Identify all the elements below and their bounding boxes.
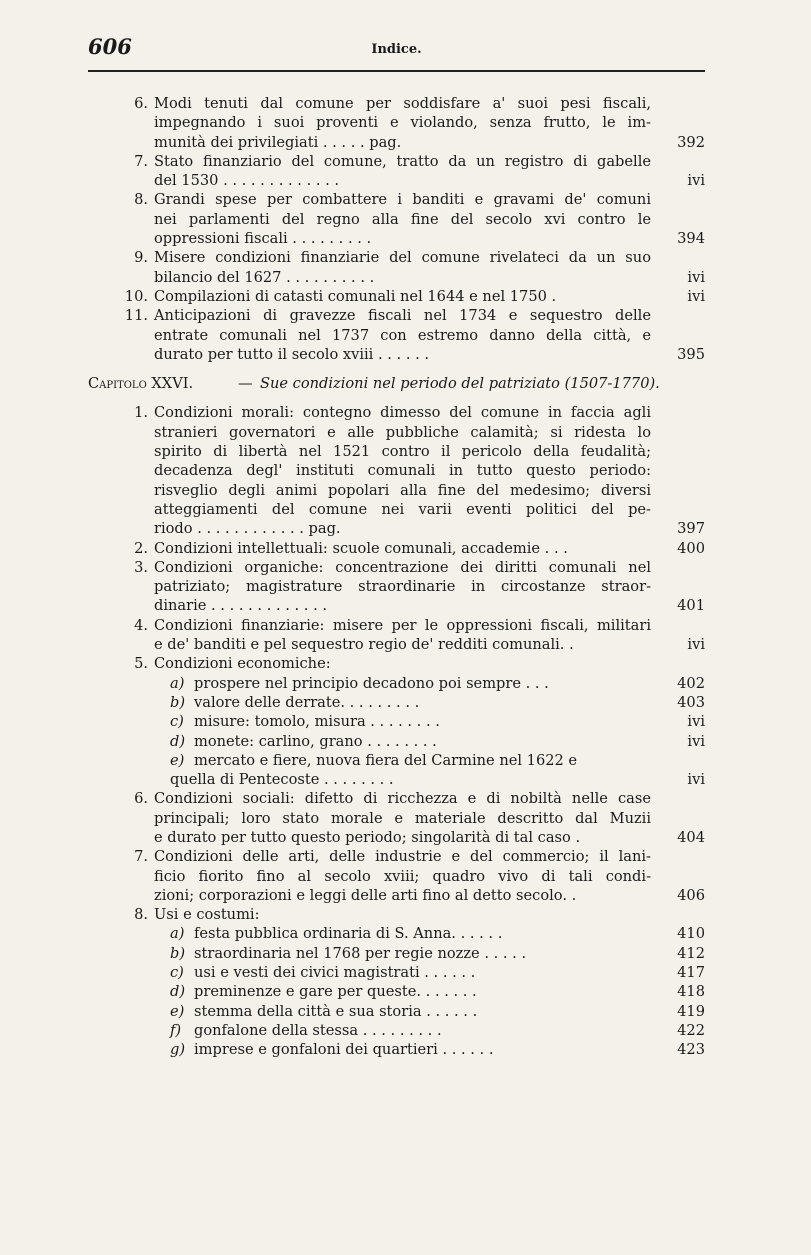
page-ref: 422: [677, 1021, 705, 1039]
entry-line: [88, 558, 705, 577]
page-ref: 403: [677, 693, 705, 711]
sub-entry-line: [88, 982, 705, 1001]
page-ref: ivi: [687, 172, 705, 190]
sub-entry-text: stemma della città e sua storia . . . . . .: [194, 1002, 478, 1020]
sub-letter: e): [170, 751, 185, 769]
chapter-subtitle: Sue condizioni nel periodo del patriziato (1507-1770).: [260, 375, 660, 393]
entry-text: riodo . . . . . . . . . . . . pag.: [154, 520, 341, 538]
entry-text: Condizioni organiche: concentrazione dei diritti comunali nel: [154, 558, 651, 576]
page-header: [88, 32, 705, 72]
sub-letter: d): [170, 983, 186, 1001]
entry-line: [88, 886, 705, 905]
entry-line: [88, 210, 705, 229]
sub-entry-line: [88, 674, 705, 693]
entry-text: del 1530 . . . . . . . . . . . . .: [154, 172, 340, 190]
sub-letter: a): [170, 925, 185, 943]
entry-line: [88, 345, 705, 364]
entry-line: [88, 152, 705, 171]
entry-line: [88, 500, 705, 519]
entry-number: 2.: [134, 539, 148, 557]
entry-text: Condizioni finanziarie: misere per le oppressioni fiscali, militari: [154, 616, 651, 634]
entry-text: Usi e costumi:: [154, 906, 260, 924]
sub-entry-text: mercato e fiere, nuova fiera del Carmine nel 1622 e: [194, 751, 578, 769]
sub-entry-text: usi e vesti dei civici magistrati . . . . . .: [194, 964, 476, 982]
sub-entry-text: quella di Pentecoste . . . . . . . .: [170, 771, 394, 789]
sub-letter: d): [170, 732, 186, 750]
entry-line: [88, 809, 705, 828]
entry-text: stranieri governatori e alle pubbliche calamità; si ridesta lo: [154, 423, 651, 441]
entry-text: atteggiamenti del comune nei varii eventi politici del pe-: [154, 500, 651, 518]
sub-entry-line: [88, 712, 705, 731]
entry-number: 3.: [134, 558, 148, 576]
entry-line: [88, 326, 705, 345]
entry-line: [88, 635, 705, 654]
entry-text: Compilazioni di catasti comunali nel 1644 e nel 1750 .: [154, 287, 557, 305]
spacer: [88, 393, 705, 403]
entry-text: Condizioni morali: contegno dimesso del comune in faccia agli: [154, 404, 651, 422]
header-rule: [88, 70, 705, 72]
page-ref: ivi: [687, 636, 705, 654]
entry-line: [88, 94, 705, 113]
entry-number: 7.: [134, 152, 148, 170]
entry-number: 4.: [134, 616, 148, 634]
page-ref: 402: [677, 674, 705, 692]
sub-letter: c): [170, 713, 184, 731]
sub-entry-text: valore delle derrate. . . . . . . . .: [194, 693, 420, 711]
entry-text: Grandi spese per combattere i banditi e gravami de' comuni: [154, 191, 651, 209]
page-ref: 394: [677, 230, 705, 248]
entry-text: principali; loro stato morale e materiale descritto dal Muzii: [154, 809, 651, 827]
page-ref: 401: [677, 597, 705, 615]
page-ref: 417: [677, 964, 705, 982]
entry-text: Misere condizioni finanziarie del comune rivelateci da un suo: [154, 249, 651, 267]
page-ref: 395: [677, 345, 705, 363]
entry-text: Stato finanziario del comune, tratto da un registro di gabelle: [154, 152, 651, 170]
entry-line: [88, 442, 705, 461]
page-ref: 406: [677, 886, 705, 904]
entry-line: [88, 229, 705, 248]
entry-line: [88, 287, 705, 306]
entry-line: [88, 654, 705, 673]
entry-text: patriziato; magistrature straordinarie in circostanze straor-: [154, 578, 651, 596]
entry-text: nei parlamenti del regno alla fine del secolo xvi contro le: [154, 210, 651, 228]
entry-line: [88, 539, 705, 558]
sub-entry-line: [88, 751, 705, 770]
entry-text: Anticipazioni di gravezze fiscali nel 1734 e sequestro delle: [154, 307, 651, 325]
entry-number: 9.: [134, 249, 148, 267]
entry-text: bilancio del 1627 . . . . . . . . . .: [154, 268, 375, 286]
sub-entry-text: festa pubblica ordinaria di S. Anna. . . . . .: [194, 925, 503, 943]
entry-number: 6.: [134, 790, 148, 808]
sub-entry-line: [88, 1040, 705, 1059]
page-ref: 418: [677, 983, 705, 1001]
entry-number: 8.: [134, 906, 148, 924]
page-ref: 397: [677, 520, 705, 538]
entry-text: Condizioni sociali: difetto di ricchezza e di nobiltà nelle case: [154, 790, 651, 808]
sub-letter: c): [170, 964, 184, 982]
entry-line: [88, 171, 705, 190]
entry-line: [88, 867, 705, 886]
entry-line: [88, 268, 705, 287]
sub-entry-line: [88, 770, 705, 789]
page-ref: ivi: [687, 713, 705, 731]
entry-number: 10.: [124, 287, 148, 305]
entry-text: decadenza degl' instituti comunali in tutto questo periodo:: [154, 462, 651, 480]
entry-number: 11.: [124, 307, 148, 325]
entry-line: [88, 905, 705, 924]
chapter-label: Capitolo XXVI.: [88, 375, 194, 393]
page-ref: 412: [677, 944, 705, 962]
entry-text: risveglio degli animi popolari alla fine del medesimo; diversi: [154, 481, 651, 499]
entry-text: Condizioni economiche:: [154, 655, 331, 673]
entry-line: [88, 113, 705, 132]
chapter-heading: [88, 374, 705, 393]
page-ref: 419: [677, 1002, 705, 1020]
sub-entry-line: [88, 944, 705, 963]
entry-text: oppressioni fiscali . . . . . . . . .: [154, 230, 372, 248]
page-ref: ivi: [687, 287, 705, 305]
entry-text: munità dei privilegiati . . . . . pag.: [154, 133, 402, 151]
page-ref: 404: [677, 828, 705, 846]
sub-entry-text: preminenze e gare per queste. . . . . . .: [194, 983, 477, 1001]
entry-line: [88, 847, 705, 866]
entry-line: [88, 306, 705, 325]
entry-number: 8.: [134, 191, 148, 209]
entry-line: [88, 481, 705, 500]
entry-number: 7.: [134, 848, 148, 866]
sub-entry-line: [88, 963, 705, 982]
entry-text: dinarie . . . . . . . . . . . . .: [154, 597, 328, 615]
entry-line: [88, 461, 705, 480]
entry-line: [88, 828, 705, 847]
sub-entry-text: prospere nel principio decadono poi sempre . . .: [194, 674, 549, 692]
entry-text: durato per tutto il secolo xviii . . . . . .: [154, 345, 430, 363]
entry-number: 1.: [134, 404, 148, 422]
entry-line: [88, 423, 705, 442]
entry-text: e de' banditi e pel sequestro regio de' redditi comunali. .: [154, 636, 574, 654]
entry-text: e durato per tutto questo periodo; singolarità di tal caso .: [154, 828, 581, 846]
entry-line: [88, 577, 705, 596]
entry-text: Condizioni delle arti, delle industrie e del commercio; il lani-: [154, 848, 651, 866]
page-ref: ivi: [687, 771, 705, 789]
entry-text: entrate comunali nel 1737 con estremo danno della città, e: [154, 326, 651, 344]
sub-entry-line: [88, 732, 705, 751]
page-ref: 392: [677, 133, 705, 151]
entry-line: [88, 519, 705, 538]
entry-line: [88, 248, 705, 267]
sub-letter: e): [170, 1002, 185, 1020]
page-number: 606: [88, 34, 132, 59]
running-title: Indice.: [371, 42, 422, 57]
spacer: [88, 364, 705, 374]
entry-line: [88, 403, 705, 422]
sub-letter: b): [170, 944, 186, 962]
entry-number: 5.: [134, 655, 148, 673]
index-content: [88, 94, 705, 1060]
entry-line: [88, 616, 705, 635]
page-ref: 423: [677, 1041, 705, 1059]
sub-entry-line: [88, 924, 705, 943]
entry-line: [88, 190, 705, 209]
sub-letter: g): [170, 1041, 186, 1059]
page-ref: ivi: [687, 268, 705, 286]
sub-entry-text: straordinaria nel 1768 per regie nozze . . . . .: [194, 944, 527, 962]
sub-entry-line: [88, 1021, 705, 1040]
sub-entry-text: misure: tomolo, misura . . . . . . . .: [194, 713, 440, 731]
sub-entry-line: [88, 1002, 705, 1021]
entry-number: 6.: [134, 95, 148, 112]
page-ref: 400: [677, 539, 705, 557]
chapter-dash: —: [238, 375, 253, 393]
sub-entry-text: monete: carlino, grano . . . . . . . .: [194, 732, 437, 750]
entry-text: zioni; corporazioni e leggi delle arti fino al detto secolo. .: [154, 886, 577, 904]
entry-line: [88, 596, 705, 615]
sub-letter: f): [170, 1021, 182, 1039]
sub-letter: a): [170, 674, 185, 692]
entry-text: spirito di libertà nel 1521 contro il pericolo della feudalità;: [154, 443, 651, 461]
entry-text: impegnando i suoi proventi e violando, senza frutto, le im-: [154, 114, 651, 132]
sub-entry-text: gonfalone della stessa . . . . . . . . .: [194, 1021, 442, 1039]
sub-entry-line: [88, 693, 705, 712]
entry-text: Condizioni intellettuali: scuole comunali, accademie . . .: [154, 539, 568, 557]
entry-text: ficio fiorito fino al secolo xviii; quadro vivo di tali condi-: [154, 867, 651, 885]
page-ref: ivi: [687, 732, 705, 750]
sub-entry-text: imprese e gonfaloni dei quartieri . . . . . .: [194, 1041, 494, 1059]
entry-line: [88, 789, 705, 808]
entry-line: [88, 133, 705, 152]
entry-text: Modi tenuti dal comune per soddisfare a' suoi pesi fiscali,: [154, 95, 651, 112]
sub-letter: b): [170, 693, 186, 711]
page-ref: 410: [677, 925, 705, 943]
